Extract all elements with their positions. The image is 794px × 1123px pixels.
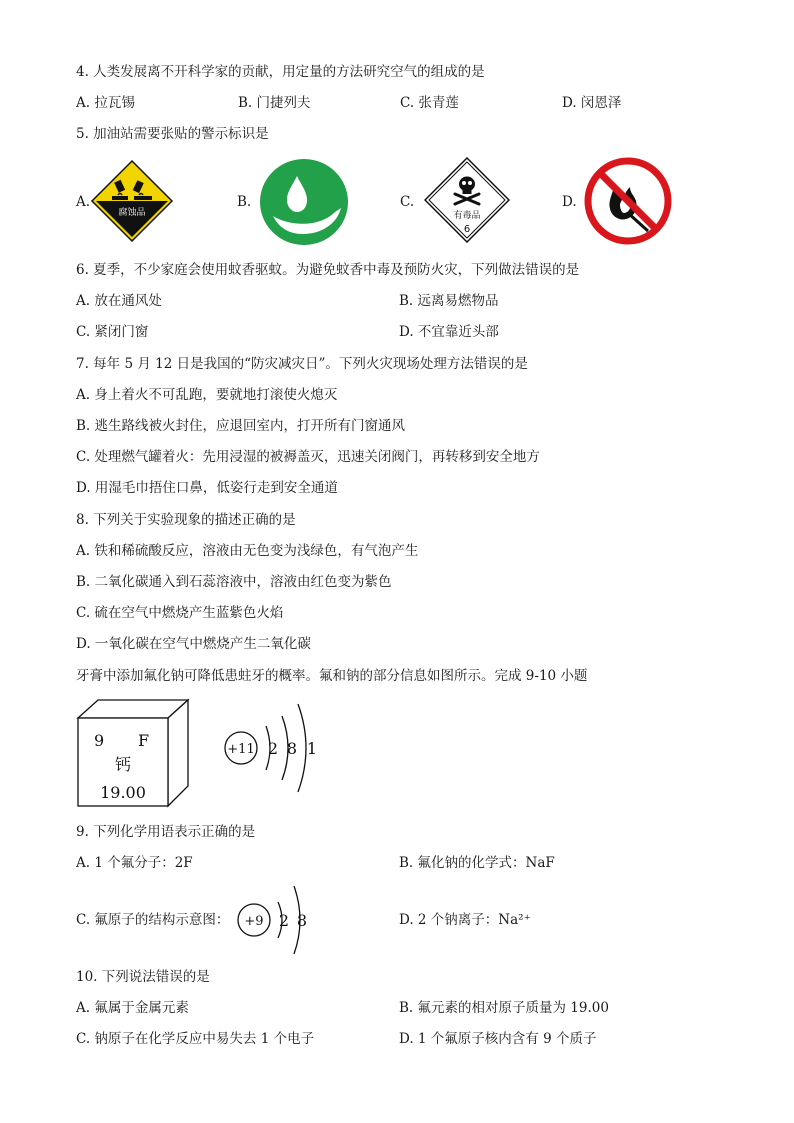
q4-option-a: A. 拉瓦锡: [76, 95, 135, 111]
corrosive-sign: [90, 159, 174, 243]
q10-option-c: C. 钠原子在化学反应中易失去 1 个电子: [76, 1031, 315, 1047]
toxic-sign: [424, 157, 510, 243]
element-atomic-mass: 19.00: [100, 783, 146, 802]
q5-stem: 5. 加油站需要张贴的警示标识是: [76, 126, 269, 142]
element-symbol: F: [138, 731, 150, 750]
q4-option-b: B. 门捷列夫: [238, 95, 311, 111]
q10-option-a: A. 氟属于金属元素: [76, 1000, 189, 1016]
q8-option-c: C. 硫在空气中燃烧产生蓝紫色火焰: [76, 605, 284, 621]
f-shell-2-electrons: 8: [296, 911, 308, 930]
q6-option-c: C. 紧闭门窗: [76, 324, 149, 340]
q5-label-c: C.: [400, 194, 415, 210]
element-atomic-number: 9: [94, 731, 105, 750]
q9-option-c: C. 氟原子的结构示意图：: [76, 912, 230, 928]
na-nucleus-charge: +11: [227, 742, 255, 757]
q4-option-d: D. 闵恩泽: [562, 95, 622, 111]
corrosive-sign-text: 腐蚀品: [118, 208, 146, 218]
q8-option-d: D. 一氧化碳在空气中燃烧产生二氧化碳: [76, 636, 311, 652]
q10-option-b: B. 氟元素的相对原子质量为 19.00: [399, 1000, 609, 1016]
na-shell-2-electrons: 8: [286, 739, 298, 758]
q5-label-a: A.: [76, 194, 91, 210]
no-open-flame-sign: [584, 157, 672, 245]
q8-stem: 8. 下列关于实验现象的描述正确的是: [76, 512, 296, 528]
element-info-box: [76, 698, 192, 810]
q4-stem: 4. 人类发展离不开科学家的贡献，用定量的方法研究空气的组成的是: [76, 64, 485, 80]
na-shell-3-electrons: 1: [306, 739, 318, 758]
sodium-atom-diagram: [222, 698, 326, 798]
q6-option-b: B. 远离易燃物品: [399, 293, 499, 309]
q4-option-c: C. 张青莲: [400, 95, 459, 111]
toxic-sign-text: 有毒品: [453, 211, 481, 221]
q10-option-d: D. 1 个氟原子核内含有 9 个质子: [399, 1031, 597, 1047]
q7-option-d: D. 用湿毛巾捂住口鼻，低姿行走到安全通道: [76, 480, 338, 496]
q5-label-b: B.: [237, 194, 252, 210]
q9-option-b: B. 氟化钠的化学式：NaF: [399, 855, 555, 871]
q9-option-a: A. 1 个氟分子：2F: [76, 855, 193, 871]
q7-option-b: B. 逃生路线被火封住，应退回室内，打开所有门窗通风: [76, 418, 406, 434]
fluorine-atom-diagram: [234, 882, 314, 958]
q7-option-c: C. 处理燃气罐着火：先用浸湿的被褥盖灭，迅速关闭阀门，再转移到安全地方: [76, 449, 540, 465]
q8-option-b: B. 二氧化碳通入到石蕊溶液中，溶液由红色变为紫色: [76, 574, 392, 590]
q6-option-d: D. 不宜靠近头部: [399, 324, 499, 340]
q8-option-a: A. 铁和稀硫酸反应，溶液由无色变为浅绿色，有气泡产生: [76, 543, 419, 559]
na-shell-1-electrons: 2: [267, 739, 279, 758]
q9-stem: 9. 下列化学用语表示正确的是: [76, 824, 256, 840]
na-shell-arc-3: [298, 704, 306, 792]
q7-option-a: A. 身上着火不可乱跑，要就地打滚使火熄灭: [76, 387, 338, 403]
q10-stem: 10. 下列说法错误的是: [76, 969, 210, 985]
box-side-face: [168, 700, 188, 806]
corrosive-diamond-bottom: [96, 201, 168, 237]
f-shell-1-electrons: 2: [278, 911, 290, 930]
q6-option-a: A. 放在通风处: [76, 293, 162, 309]
element-name: 钙: [114, 755, 132, 774]
toxic-sign-number: 6: [463, 224, 471, 235]
q7-stem: 7. 每年 5 月 12 日是我国的“防灾减灾日”。下列火灾现场处理方法错误的是: [76, 356, 528, 372]
q5-label-d: D.: [562, 194, 577, 210]
q6-stem: 6. 夏季，不少家庭会使用蚊香驱蚊。为避免蚊香中毒及预防火灾，下列做法错误的是: [76, 262, 580, 278]
green-water-sign: [259, 158, 349, 246]
f-nucleus-charge: +9: [244, 914, 264, 929]
q9-10-intro: 牙膏中添加氟化钠可降低患蛀牙的概率。氟和钠的部分信息如图所示。完成 9-10 小题: [76, 668, 588, 684]
q9-option-d: D. 2 个钠离子：Na²⁺: [399, 912, 531, 928]
